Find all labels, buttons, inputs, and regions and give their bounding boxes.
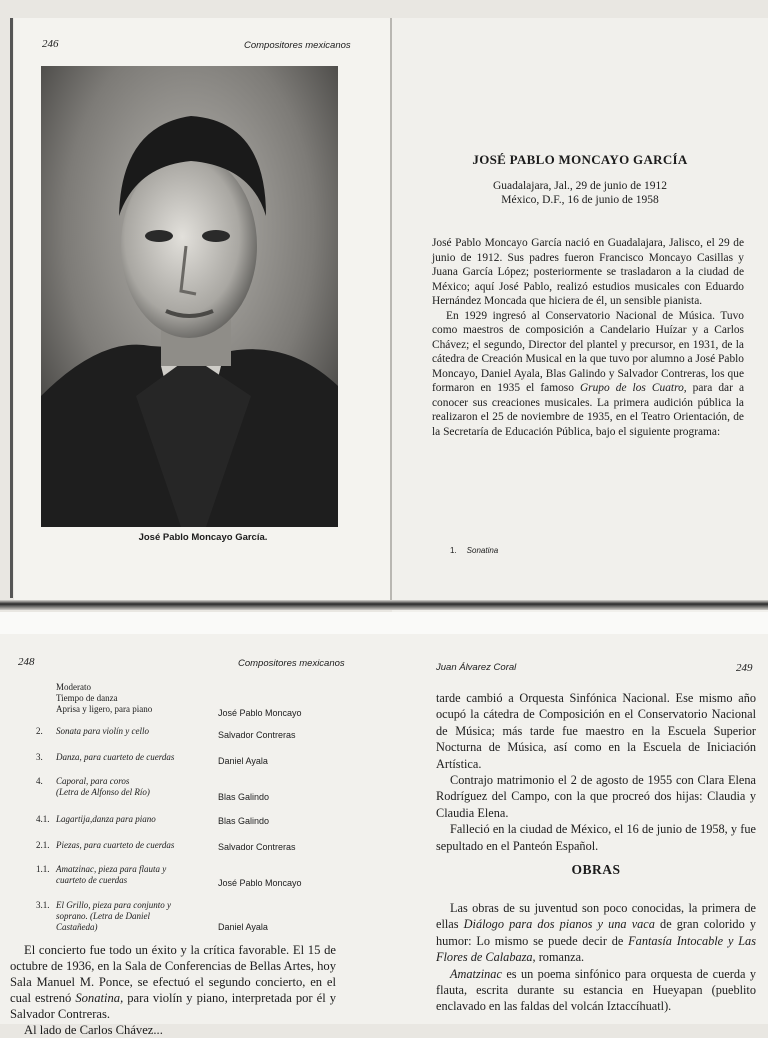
running-head-right: Juan Álvarez Coral <box>436 662 517 673</box>
concert-cut-line: Al lado de Carlos Chávez... <box>24 1023 163 1037</box>
bio-paragraph: Contrajo matrimonio el 2 de agosto de 1955 con Clara Elena Rodríguez del Campo, con la que procreó dos hijas: Claudia y Claudia Elena. <box>436 773 756 820</box>
program-item-title <box>56 840 174 851</box>
program-item-line: soprano. (Letra de Daniel <box>56 911 150 921</box>
bio-paragraph: Falleció en la ciudad de México, el 16 de junio de 1958, y fue sepultado en el Panteón Español. <box>436 822 756 853</box>
program-item-number: 4.1. <box>36 814 50 824</box>
program-item-title <box>56 814 156 825</box>
page-number: 246 <box>42 38 59 50</box>
program-item-composer: José Pablo Moncayo <box>218 878 302 888</box>
program-item-number: 2. <box>36 726 43 736</box>
composer-name-heading: JOSÉ PABLO MONCAYO GARCÍA <box>472 152 688 167</box>
program-item-composer: Salvador Contreras <box>218 730 296 740</box>
concert-text <box>10 942 336 1038</box>
program-item-line: Moderato <box>56 682 91 692</box>
pages-248-249 <box>0 634 768 1037</box>
scan-gap <box>0 612 768 634</box>
program-item-title <box>56 776 150 798</box>
works-text <box>436 900 756 1015</box>
page-247 <box>392 18 768 614</box>
running-head-left: Compositores mexicanos <box>238 658 345 669</box>
program-item-line: (Letra de Alfonso del Río) <box>56 787 150 797</box>
program-item-line: El Grillo, pieza para conjunto y <box>56 900 171 910</box>
program-item-title <box>56 752 174 763</box>
photo-caption: José Pablo Moncayo García. <box>138 532 268 543</box>
program-item-title <box>56 900 171 933</box>
program-item-line: Lagartija,danza para piano <box>56 814 156 824</box>
works-heading: OBRAS <box>571 862 621 877</box>
program-item-line: Tiempo de danza <box>56 693 118 703</box>
program-item-line: Castañeda) <box>56 922 98 932</box>
program-item-composer: Daniel Ayala <box>218 922 268 932</box>
program-item-line: Piezas, para cuarteto de cuerdas <box>56 840 175 850</box>
works-paragraph: Amatzinac es un poema sinfónico para orquesta de cuerda y flauta, escrita durante su estancia en Hueyapan (pueblito enclavado en las faldas del volcán Iztaccíhuatl). <box>436 966 756 1014</box>
program-item-title <box>56 682 152 715</box>
program-item-line: Amatzinac, pieza para flauta y <box>56 864 167 874</box>
biography-continued <box>436 690 756 854</box>
works-paragraph: Las obras de su juventud son poco conocidas, la primera de ellas Diálogo para dos pianos y una vaca de gran colorido y humor: Lo mismo se puede decir de Fantasía Intocable y Las Flores de Calabaza, romanza. <box>436 901 756 965</box>
program-item-line: Aprisa y ligero, para piano <box>56 704 153 714</box>
program-item-composer: Blas Galindo <box>218 792 270 802</box>
program-item-composer: Blas Galindo <box>218 816 270 826</box>
program-item-number: 4. <box>36 776 43 786</box>
bio-paragraph: tarde cambió a Orquesta Sinfónica Nacional. Ese mismo año ocupó la cátedra de Composición en el Conservatorio Nacional de Música; más tarde fue maestro en la Escuela Superior Nocturna de Música, así como en la Escuela de Iniciación Artística. <box>436 691 756 771</box>
page-246 <box>14 18 392 606</box>
biography-text <box>432 236 744 439</box>
portrait-photo <box>41 66 338 527</box>
bio-paragraph: José Pablo Moncayo García nació en Guadalajara, Jalisco, el 29 de junio de 1912. Sus padres fueron Francisco Moncayo Casillas y Juana García López; posteriormente se trasladaron a la ciudad de México; aquí José Pablo, realizó estudios musicales con Eduardo Hernández Moncada que hiciera de él, un sensible pianista. <box>432 237 744 307</box>
bio-paragraph: En 1929 ingresó al Conservatorio Nacional de Música. Tuvo como maestros de composición a Candelario Huízar y a Carlos Chávez; el segundo, Director del plantel y precursor, en 1931, de la cátedra de Creación Musical en la que tuvo por alumno a José Pablo Moncayo, Daniel Ayala, Blas Galindo y Salvador Contreras, los que formaron en 1935 el famoso Grupo de los Cuatro, para dar a conocer sus creaciones musicales. La primera audición pública la realizaron el 25 de noviembre de 1935, en el Teatro Orientación, de la Secretaría de Educación Pública, bajo el siguiente programa: <box>432 309 744 438</box>
program-item-composer: Daniel Ayala <box>218 756 268 766</box>
page-number-249: 249 <box>736 662 753 674</box>
running-head: Compositores mexicanos <box>244 40 351 51</box>
program-item-title <box>56 726 149 737</box>
program-item-composer: José Pablo Moncayo <box>218 708 302 718</box>
concert-paragraph: El concierto fue todo un éxito y la crítica favorable. El 15 de octubre de 1936, en la Sala de Conferencias de Bellas Artes, hoy Sala Manuel M. Ponce, se efectuó el segundo concierto, en el cual estrenó Sonatina, para violín y piano, interpretada por él y Salvador Contreras. <box>10 943 336 1021</box>
program-item-line: Sonata para violín y cello <box>56 726 149 736</box>
page-number-248: 248 <box>18 656 35 668</box>
program-item-line: Caporal, para coros <box>56 776 130 786</box>
scan-fold-shadow <box>0 600 768 610</box>
program-item-line: cuarteto de cuerdas <box>56 875 128 885</box>
program-item-number: 3. <box>36 752 43 762</box>
program-item-composer: Salvador Contreras <box>218 842 296 852</box>
page-edge-shadow <box>10 18 13 598</box>
footnote: 1. Sonatina <box>450 546 499 555</box>
death-line: México, D.F., 16 de junio de 1958 <box>501 194 659 206</box>
program-item-number: 1.1. <box>36 864 50 874</box>
birth-line: Guadalajara, Jal., 29 de junio de 1912 <box>492 180 668 192</box>
program-item-number: 2.1. <box>36 840 50 850</box>
program-item-title <box>56 864 166 886</box>
program-item-number: 3.1. <box>36 900 50 910</box>
program-item-line: Danza, para cuarteto de cuerdas <box>56 752 175 762</box>
